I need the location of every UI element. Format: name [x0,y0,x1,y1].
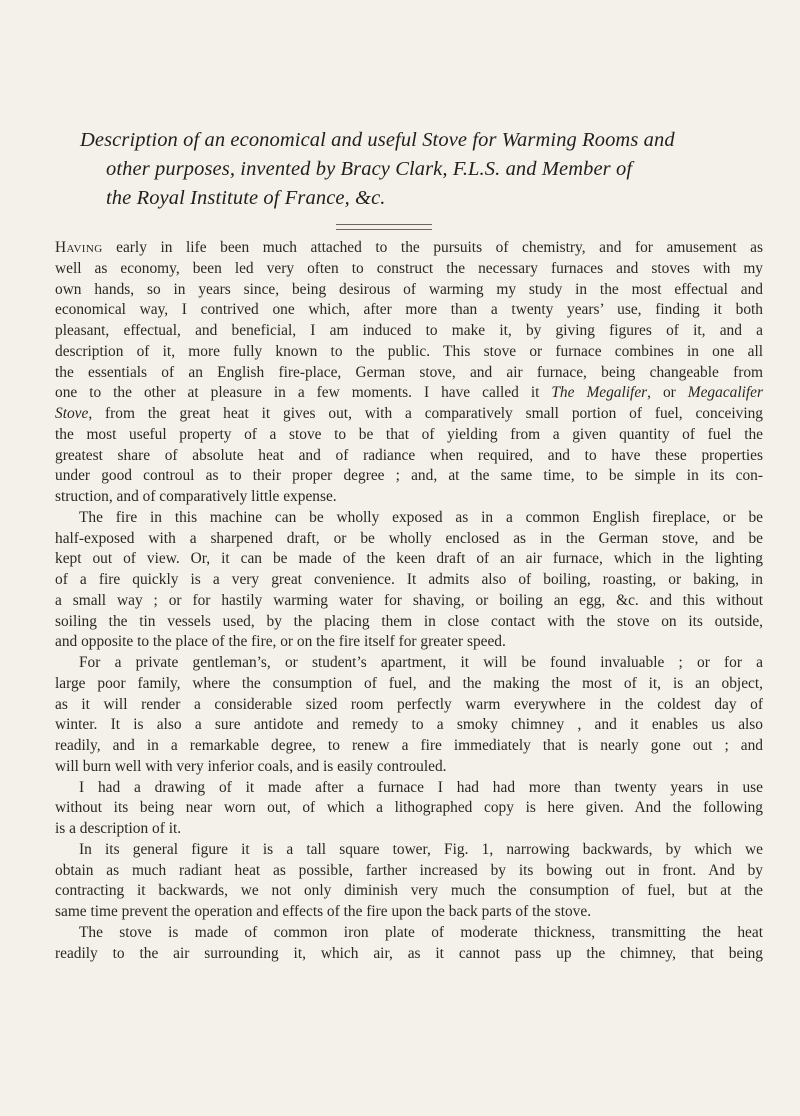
text-line [55,363,763,384]
text-run: same time prevent the operation and effects of the fire upon the back parts of the stove. [55,903,592,920]
text-run: The stove is made of common iron plate of moderate thickness, transmitting the heat [79,923,763,941]
text-run: readily to the air surrounding it, which air, as it cannot pass up the chimney, that being [55,944,763,962]
text-line [55,404,763,425]
text-line [55,300,763,321]
text-line [55,632,763,653]
drop-small-caps: Having [55,239,103,256]
text-run: the most useful property of a stove to be that of yielding from a given quantity of fuel the [55,425,763,443]
text-line [55,798,763,819]
body-text [55,238,763,964]
text-line [55,778,763,799]
text-run: will burn well with very inferior coals, and is easily controuled. [55,757,447,775]
text-line [55,674,763,695]
text-line [55,549,763,570]
text-run: obtain as much radiant heat as possible, farther increased by its bowing out in front. And by [55,861,763,879]
paragraph [55,923,763,965]
italic-text: Megacalifer [687,384,763,402]
text-run: is a description of it. [55,820,182,837]
text-line [55,487,763,508]
text-run: , from the great heat it gives out, with a comparatively small portion of fuel, conceiving [88,405,763,422]
text-line [55,736,763,757]
text-line [55,881,763,902]
text-run: struction, and of comparatively little expense. [55,488,337,505]
text-run: economical way, I contrived one which, after more than a twenty years’ use, finding it both [55,301,763,319]
paragraph [55,238,763,508]
title-line-2: other purposes, invented by Bracy Clark, F.L.S. and Member of [106,158,633,180]
text-run: half-exposed with a sharpened draft, or be wholly enclosed as in the German stove, and be [55,529,763,547]
text-run: contracting it backwards, we not only diminish very much the consumption of fuel, but at the [55,882,763,900]
text-run: the essentials of an English fire-place, German stove, and air furnace, being changeable from [55,363,763,381]
italic-text: The Megalifer [551,384,648,402]
text-run: winter. It is also a sure antidote and remedy to a smoky chimney , and it enables us also [55,716,763,734]
text-line [55,425,763,446]
text-run: pleasant, effectual, and beneficial, I am induced to make it, by giving figures of it, and a [55,322,763,339]
text-run: of a fire quickly is a very great convenience. It admits also of boiling, roasting, or baking, in [55,571,763,588]
text-line [55,819,763,840]
text-line [55,508,763,529]
text-line [55,321,763,342]
paragraph [55,653,763,778]
text-line [55,757,763,778]
text-run: early in life been much attached to the pursuits of chemistry, and for amusement as [102,239,763,256]
text-run: under good controul as to their proper degree ; and, at the same time, to be simple in its con- [55,467,763,485]
text-line [55,529,763,550]
text-run: kept out of view. Or, it can be made of the keen draft of an air furnace, which in the lighting [55,550,763,568]
text-line [55,591,763,612]
text-run: and opposite to the place of the fire, or on the fire itself for greater speed. [55,633,506,651]
text-run: , or [647,384,688,402]
paragraph [55,778,763,840]
text-line [55,695,763,716]
text-run: In its general figure it is a tall square tower, Fig. 1, narrowing backwards, by which we [79,840,763,858]
text-line [55,653,763,674]
text-run: without its being near worn out, of which a lithographed copy is here given. And the following [55,799,763,817]
paragraph [55,508,763,653]
text-line [55,840,763,861]
italic-text: Stove [55,405,89,422]
text-line [55,902,763,923]
text-run: own hands, so in years since, being desirous of warming my study in the most effectual and [55,280,763,298]
document-title [80,126,760,213]
title-line-1: Description of an economical and useful Stove for Warming Rooms and [80,129,675,151]
text-line [55,923,763,944]
title-line-3: the Royal Institute of France, &c. [106,187,386,209]
text-run: The fire in this machine can be wholly exposed as in a common English fireplace, or be [79,508,763,526]
text-line [55,612,763,633]
text-run: I had a drawing of it made after a furnace I had had more than twenty years in use [79,778,763,796]
text-line [55,861,763,882]
text-line [55,570,763,591]
text-run: well as economy, been led very often to construct the necessary furnaces and stoves with my [55,259,763,277]
paragraph [55,840,763,923]
text-line [55,715,763,736]
text-line [55,944,763,965]
text-line [55,466,763,487]
text-line [55,383,763,404]
text-line [55,259,763,280]
text-run: For a private gentleman’s, or student’s apartment, it will be found invaluable ; or for a [79,654,763,671]
text-run: large poor family, where the consumption of fuel, and the making the most of it, is an object, [55,674,763,692]
text-line [55,280,763,301]
text-run: readily, and in a remarkable degree, to renew a fire immediately that is nearly gone out ; and [55,737,763,754]
text-run: a small way ; or for hastily warming water for shaving, or boiling an egg, &c. and this without [55,591,763,609]
text-line [55,238,763,259]
text-run: as it will render a considerable sized room perfectly warm everywhere in the coldest day of [55,695,763,713]
text-run: one to the other at pleasure in a few moments. I have called it [55,384,552,402]
text-run: description of it, more fully known to the public. This stove or furnace combines in one all [55,342,763,360]
text-line [55,342,763,363]
text-line [55,446,763,467]
title-divider-rule [336,224,432,230]
text-run: greatest share of absolute heat and of radiance when required, and to have these properties [55,446,763,464]
text-run: soiling the tin vessels used, by the placing them in close contact with the stove on its outside, [55,612,763,630]
